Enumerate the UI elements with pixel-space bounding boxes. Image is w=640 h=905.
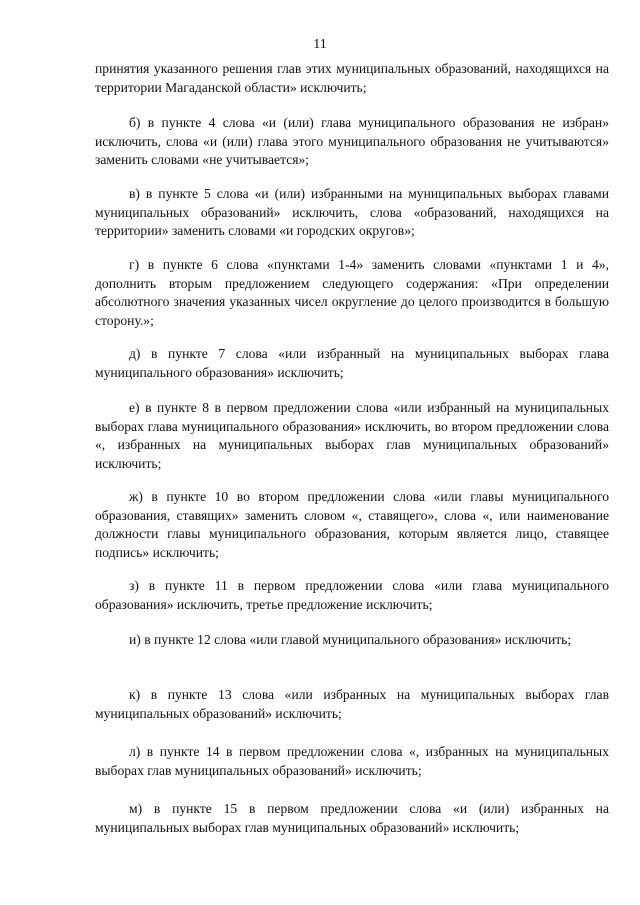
paragraph-item-d: д) в пункте 7 слова «или избранный на муниципальных выборах глава муниципального образования» исключить;	[95, 346, 609, 380]
paragraph-item-k: к) в пункте 13 слова «или избранных на муниципальных выборах глав муниципальных образований» исключить;	[95, 687, 609, 721]
paragraph-item-i: и) в пункте 12 слова «или главой муниципального образования» исключить;	[129, 632, 572, 647]
paragraph-item-zh: ж) в пункте 10 во втором предложении слова «или главы муниципального образования, ставящих» заменить словом «, ставящего», слова «, или наименование должности главы муниципального образования, которым является лицо, ставящее подпись» исключить;	[95, 489, 609, 560]
paragraph-item-g: г) в пункте 6 слова «пунктами 1-4» заменить словами «пунктами 1 и 4», дополнить вторым предложением следующего содержания: «При определении абсолютного значения указанных чисел округление до целого производится в большую сторону.»;	[95, 257, 609, 328]
paragraph-item-e: е) в пункте 8 в первом предложении слова «или избранный на муниципальных выборах глава муниципального образования» исключить, во втором предложении слова «, избранных на муниципальных выборах глав муниципальных образований» исключить;	[95, 400, 609, 471]
paragraph-item-v: в) в пункте 5 слова «и (или) избранными на муниципальных выборах главами муниципальных образований» исключить, слова «образований, находящихся на территории» заменить словами «и городских округов»;	[95, 186, 609, 238]
paragraph-item-b: б) в пункте 4 слова «и (или) глава муниципального образования не избран» исключить, слова «и (или) глава этого муниципального образования не учитываются» заменить словами «не учитывается»;	[95, 115, 609, 167]
paragraph-item-m: м) в пункте 15 в первом предложении слова «и (или) избранных на муниципальных выборах глав муниципальных образований» исключить;	[95, 801, 609, 835]
paragraph-continuation: принятия указанного решения глав этих муниципальных образований, находящихся на территории Магаданской области» исключить;	[95, 61, 609, 95]
paragraph-item-z: з) в пункте 11 в первом предложении слова «или глава муниципального образования» исключить, третье предложение исключить;	[95, 578, 609, 612]
page-number: 11	[313, 37, 327, 52]
paragraph-item-l: л) в пункте 14 в первом предложении слова «, избранных на муниципальных выборах глав муниципальных образований» исключить;	[95, 744, 609, 778]
